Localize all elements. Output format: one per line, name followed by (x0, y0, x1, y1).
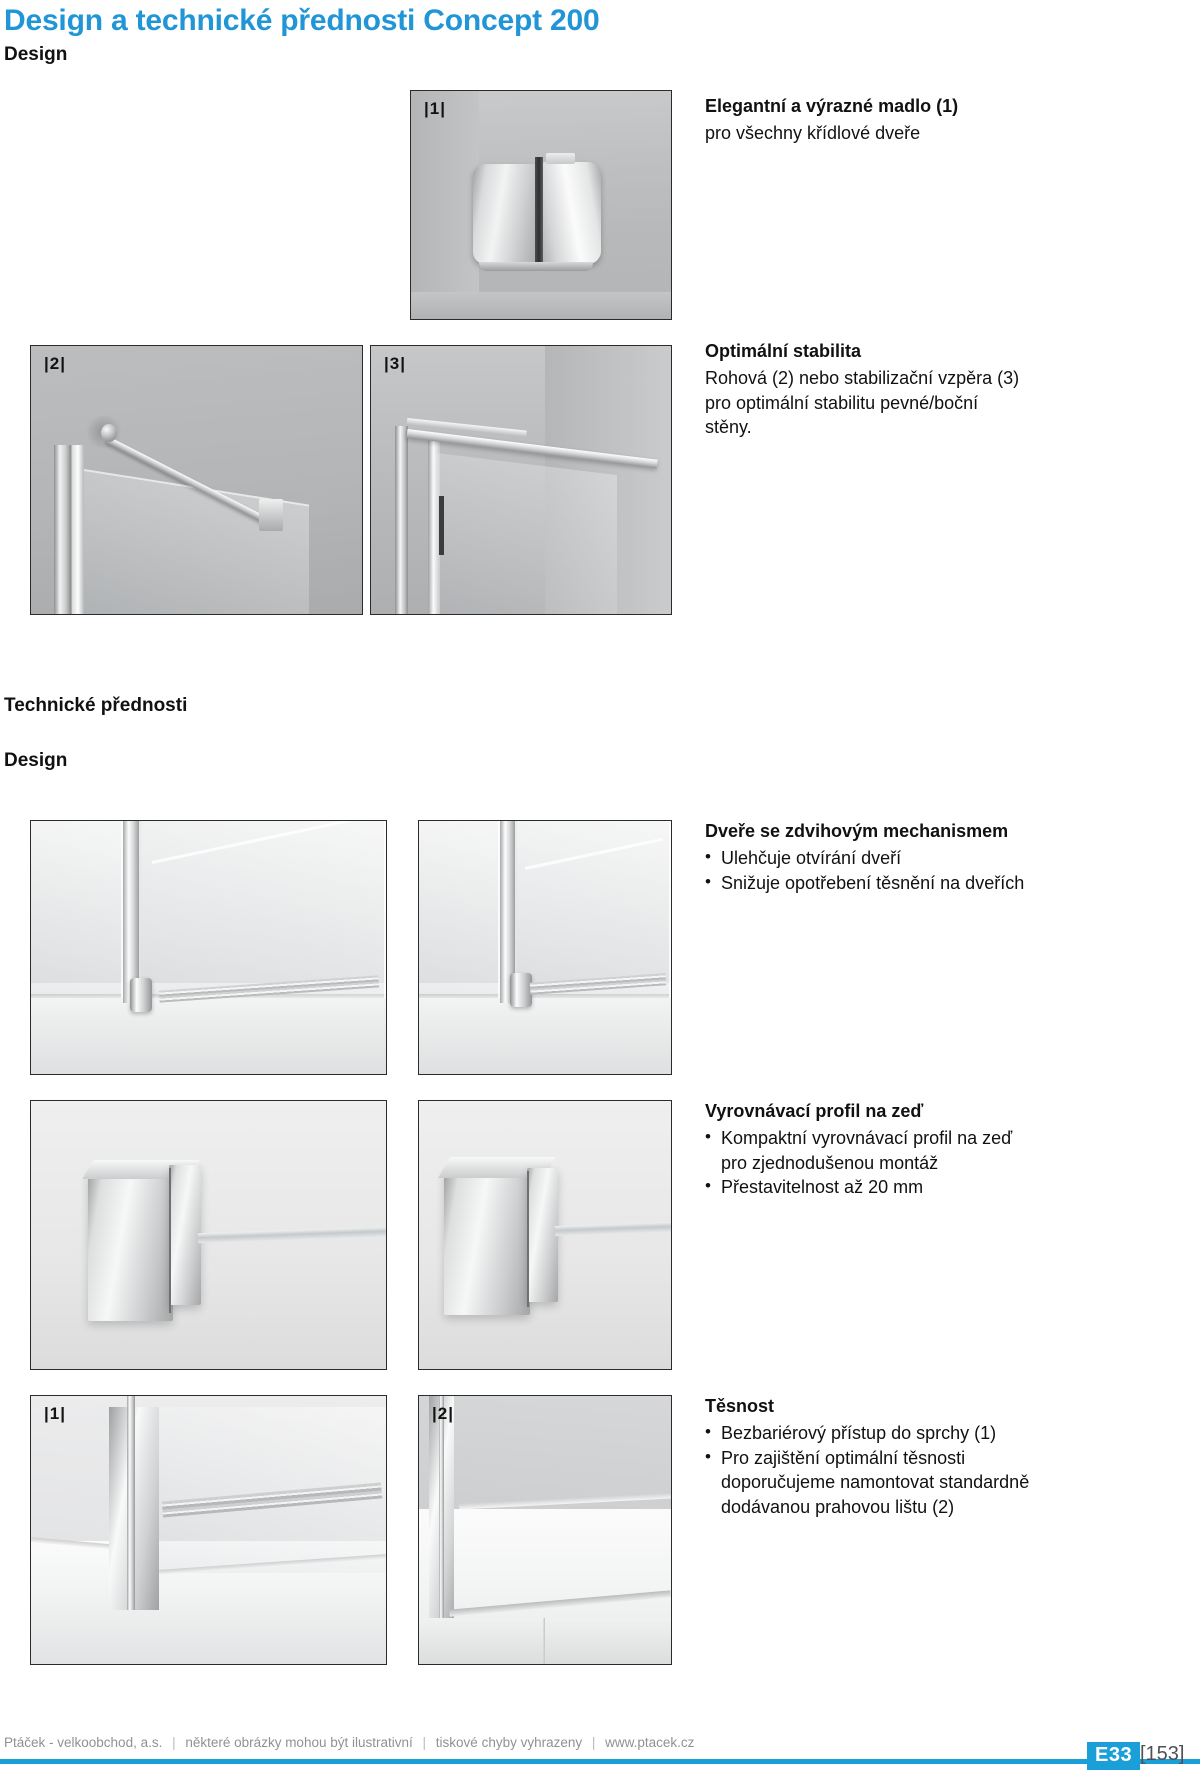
photo-lift-right (418, 820, 672, 1075)
section-heading-design: Design (4, 44, 68, 65)
photo-fill (419, 1101, 671, 1369)
footer-website[interactable]: www.ptacek.cz (605, 1735, 695, 1750)
photo-fill (419, 1396, 671, 1664)
vertical-post (439, 1396, 444, 1632)
wall-profile-body (444, 1171, 530, 1316)
vertical-profile-a (395, 426, 408, 614)
floor-surface (411, 292, 671, 319)
glass-panel-right (141, 821, 386, 998)
photo-stabiliser (370, 345, 672, 615)
glass-panel (437, 453, 617, 615)
profile-seam (169, 1168, 171, 1313)
photo-fill (31, 821, 386, 1074)
footer-separator: | (422, 1735, 427, 1750)
glass-panel-right (517, 821, 671, 998)
list-item: • Bezbariérový přístup do sprchy (1) (705, 1421, 1200, 1445)
block-heading-stability: Optimální stabilita (705, 341, 862, 361)
text-block-stability (705, 340, 1200, 440)
vertical-post (127, 1396, 135, 1610)
brace-clamp (259, 499, 282, 531)
photo-fill (371, 346, 671, 614)
section-code-badge: E33 (1087, 1742, 1140, 1770)
text-block-handle (705, 95, 1200, 146)
block-body-stability-line3: stěny. (705, 417, 752, 438)
photo-badge-3: |3| (384, 354, 406, 373)
handle-right-half (541, 162, 601, 265)
photo-fill (31, 346, 362, 614)
block-body-stability-line1: Rohová (2) nebo stabilizační vzpěra (3) (705, 368, 1020, 389)
photo-badge-seal-2: |2| (432, 1404, 454, 1423)
glass-edge (555, 1222, 671, 1236)
footer-note-1: některé obrázky mohou být ilustrativní (185, 1735, 413, 1750)
section-heading-design-2: Design (4, 750, 68, 771)
block-heading-handle: Elegantní a výrazné madlo (1) (705, 96, 959, 116)
block-bullets-tightness (705, 1421, 1200, 1519)
glass-panel (84, 469, 309, 615)
handle-lower-lip (479, 262, 593, 271)
wall-profile-side (527, 1168, 557, 1302)
list-item-line1: Kompaktní vyrovnávací profil na zeď (721, 1128, 1013, 1149)
text-block-wall-profile (705, 1100, 1200, 1200)
block-body-handle: pro všechny křídlové dveře (705, 123, 921, 144)
glass-panel-left (31, 821, 123, 998)
page-number: [153] (1140, 1743, 1185, 1765)
section-heading-technical: Technické přednosti (4, 695, 188, 716)
photo-lift-left (30, 820, 387, 1075)
lift-pin (510, 973, 532, 1007)
list-item (705, 1126, 1200, 1175)
footer-separator: | (172, 1735, 176, 1750)
list-item: • Snižuje opotřebení těsnění na dveřích (705, 871, 1200, 895)
wall-profile-body (88, 1171, 173, 1321)
list-item-line2: pro zjednodušenou montáž (721, 1152, 939, 1173)
vertical-profile-inner (72, 445, 84, 614)
photo-corner-brace (30, 345, 363, 615)
text-block-lift (705, 820, 1200, 895)
text-block-tightness (705, 1395, 1200, 1519)
photo-profile-right (418, 1100, 672, 1370)
block-body-stability-line2: pro optimální stabilitu pevné/boční (705, 392, 979, 413)
list-item-line2: doporučujeme namontovat standardně (721, 1472, 1030, 1493)
floor-tiles (419, 1618, 671, 1664)
photo-seal-right (418, 1395, 672, 1665)
list-item: • Ulehčuje otvírání dveří (705, 846, 1200, 870)
photo-badge-seal-1: |1| (44, 1404, 66, 1423)
photo-seal-left (30, 1395, 387, 1665)
photo-badge-2: |2| (44, 354, 66, 373)
handle-tab (546, 153, 575, 164)
block-bullets-wall-profile (705, 1126, 1200, 1199)
vertical-profile (54, 445, 71, 614)
block-heading-lift: Dveře se zdvihovým mechanismem (705, 821, 1009, 841)
page-title: Design a technické přednosti Concept 200 (4, 4, 600, 37)
list-item-line1: Pro zajištění optimální těsnosti (721, 1447, 966, 1468)
block-heading-wall-profile: Vyrovnávací profil na zeď (705, 1101, 924, 1121)
wall-profile-side (169, 1165, 201, 1304)
handle-left-half (473, 164, 535, 264)
photo-fill (419, 821, 671, 1074)
footer-separator: | (591, 1735, 596, 1750)
list-item (705, 1446, 1200, 1519)
list-item: • Přestavitelnost až 20 mm (705, 1175, 1200, 1199)
photo-fill (31, 1101, 386, 1369)
footer-disclaimer (4, 1735, 694, 1750)
photo-fill (31, 1396, 386, 1664)
list-item-line3: dodávanou prahovou lištu (2) (721, 1496, 955, 1517)
photo-profile-left (30, 1100, 387, 1370)
glass-edge (198, 1226, 386, 1243)
handle-glass-gap (535, 157, 543, 269)
block-bullets-lift (705, 846, 1200, 895)
wall-surface (411, 91, 479, 319)
photo-handle (410, 90, 672, 320)
photo-fill (411, 91, 671, 319)
footer-note-2: tiskové chyby vyhrazeny (435, 1735, 583, 1750)
door-seal (439, 496, 444, 555)
footer-company: Ptáček - velkoobchod, a.s. (4, 1735, 163, 1750)
lift-pin (130, 978, 152, 1012)
block-heading-tightness: Těsnost (705, 1396, 775, 1416)
photo-badge-1: |1| (424, 99, 446, 118)
profile-seam (527, 1171, 529, 1308)
glass-panel-left (419, 821, 500, 998)
footer-rule (0, 1759, 1200, 1764)
vertical-post (123, 821, 139, 1003)
